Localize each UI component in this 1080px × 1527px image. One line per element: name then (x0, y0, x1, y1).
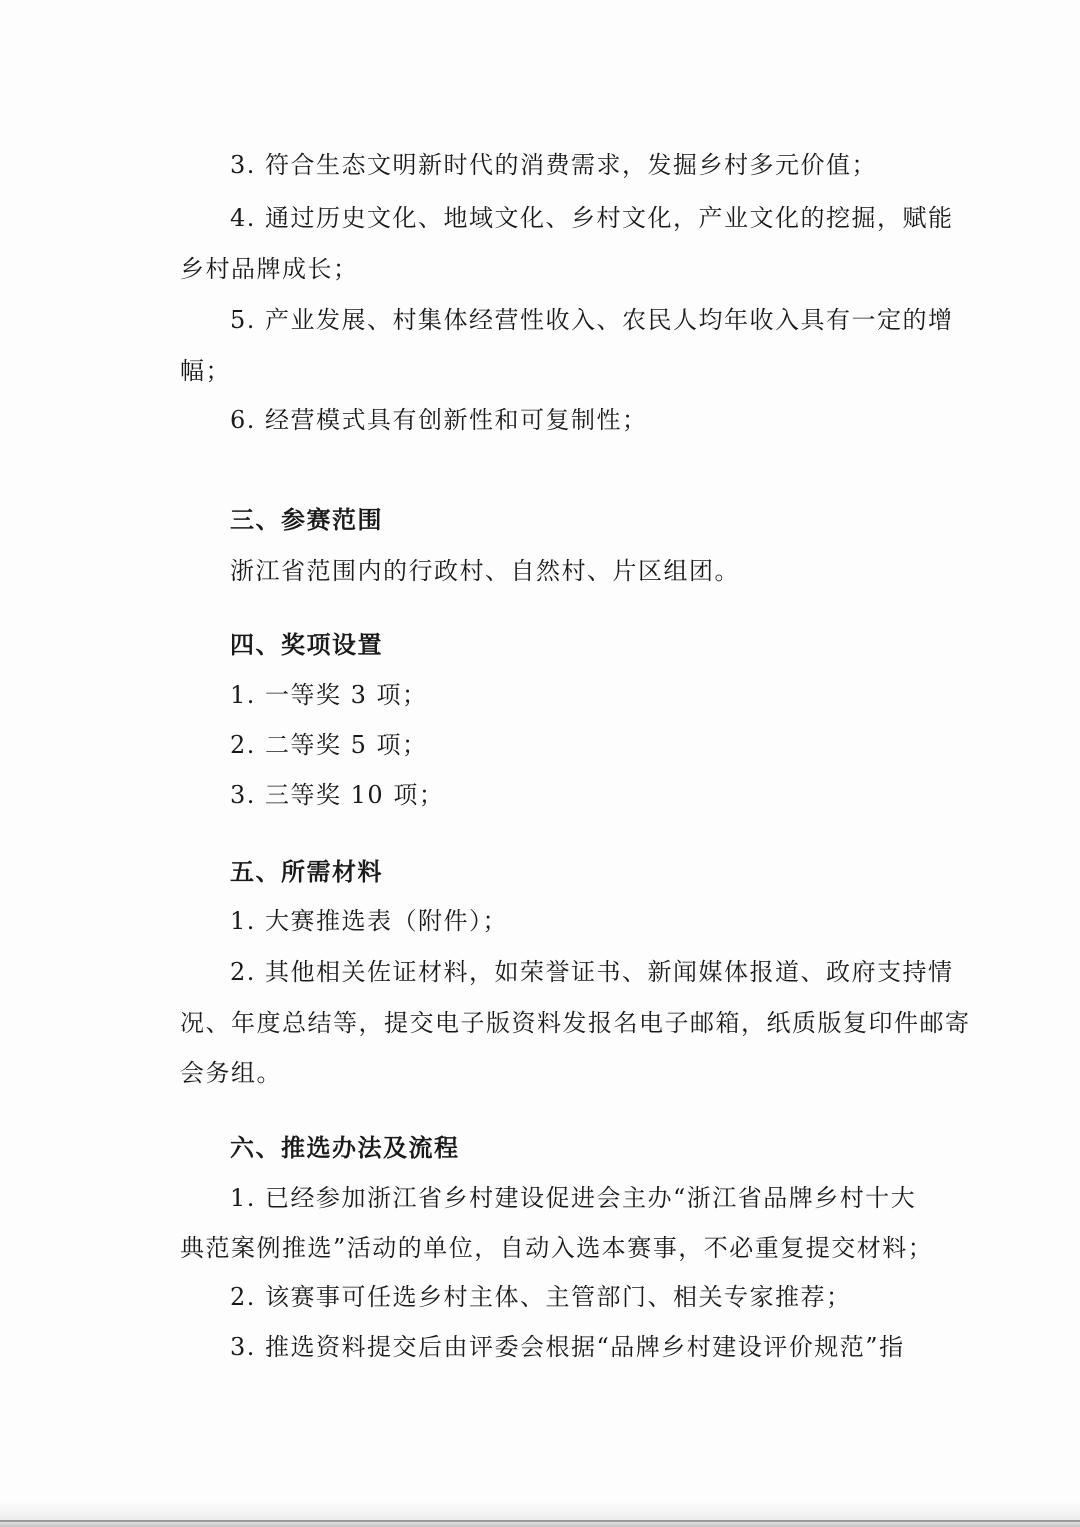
materials-item-1: 1. 大赛推选表（附件）； (230, 907, 509, 935)
materials-item-2-line-3: 会务组。 (180, 1059, 282, 1087)
criteria-item-4-line-1: 4. 通过历史文化、地域文化、乡村文化，产业文化的挖掘，赋能 (230, 204, 954, 232)
section-6-heading: 六、推选办法及流程 (230, 1134, 460, 1162)
criteria-item-3: 3. 符合生态文明新时代的消费需求，发掘乡村多元价值； (230, 151, 878, 179)
award-item-2: 2. 二等奖 5 项； (230, 731, 428, 759)
process-item-1-line-1: 1. 已经参加浙江省乡村建设促进会主办“浙江省品牌乡村十大 (230, 1184, 917, 1212)
criteria-item-6: 6. 经营模式具有创新性和可复制性； (230, 406, 648, 434)
process-item-2: 2. 该赛事可任选乡村主体、主管部门、相关专家推荐； (230, 1283, 852, 1311)
criteria-item-5-line-2: 幅； (180, 357, 231, 385)
award-item-3: 3. 三等奖 10 项； (230, 781, 445, 809)
section-3-body: 浙江省范围内的行政村、自然村、片区组团。 (230, 557, 740, 585)
process-item-1-line-2: 典范案例推选”活动的单位，自动入选本赛事，不必重复提交材料； (180, 1234, 934, 1262)
scan-edge-shadow (0, 1501, 1080, 1527)
materials-item-2-line-2: 况、年度总结等，提交电子版资料发报名电子邮箱，纸质版复印件邮寄 (180, 1009, 971, 1037)
process-item-3-line-1: 3. 推选资料提交后由评委会根据“品牌乡村建设评价规范”指 (230, 1333, 905, 1361)
award-item-1: 1. 一等奖 3 项； (230, 681, 428, 709)
scan-edge-line (0, 1520, 1080, 1522)
section-5-heading: 五、所需材料 (230, 858, 383, 886)
criteria-item-4-line-2: 乡村品牌成长； (180, 255, 359, 283)
section-3-heading: 三、参赛范围 (230, 506, 383, 534)
section-4-heading: 四、奖项设置 (230, 631, 383, 659)
materials-item-2-line-1: 2. 其他相关佐证材料，如荣誉证书、新闻媒体报道、政府支持情 (230, 958, 954, 986)
criteria-item-5-line-1: 5. 产业发展、村集体经营性收入、农民人均年收入具有一定的增 (230, 306, 954, 334)
